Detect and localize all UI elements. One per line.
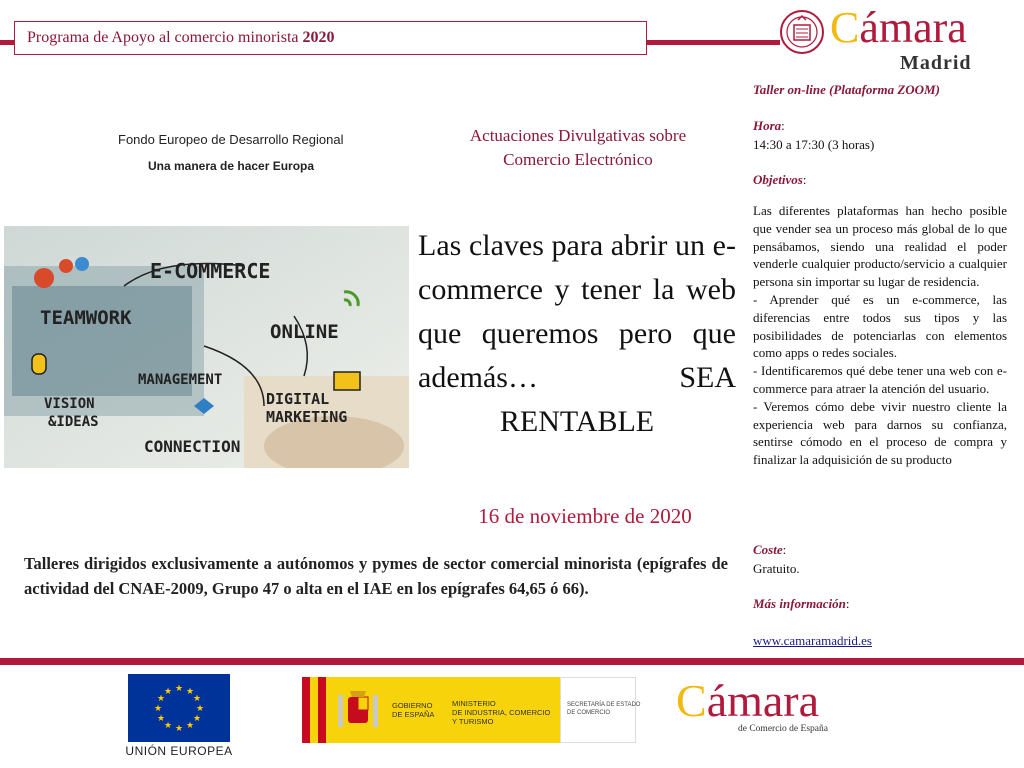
- hero-label-online: ONLINE: [270, 321, 339, 343]
- svg-text:★: ★: [195, 704, 205, 714]
- footer-rule: [0, 658, 1024, 665]
- hero-label-connection: CONNECTION: [144, 437, 241, 456]
- camara-wordmark: Cámara: [830, 3, 967, 52]
- target-audience-text: Talleres dirigidos exclusivamente a autónomos y pymes de sector comercial minorista (epígrafes de actividad del CNAE-2009, Grupo 47 o alta en el IAE en los epígrafes 64,65 ó 66).: [24, 554, 728, 598]
- gobierno-text: GOBIERNO DE ESPAÑA: [392, 701, 435, 719]
- camara-espana-subtitle: de Comercio de España: [738, 724, 828, 734]
- hero-label-digital: DIGITAL: [266, 390, 330, 408]
- objetivos-title: Objetivos:: [753, 172, 807, 187]
- ecommerce-illustration: [4, 226, 409, 468]
- feder-line-2: Una manera de hacer Europa: [148, 159, 315, 173]
- coste-value: Gratuito.: [753, 561, 800, 576]
- taller-title: Taller on-line (Plataforma ZOOM): [753, 82, 940, 97]
- camara-espana-logo: [676, 675, 866, 742]
- website-link[interactable]: www.camaramadrid.es: [753, 633, 872, 648]
- svg-text:★: ★: [174, 724, 184, 734]
- hero-label-vision: VISION: [44, 396, 95, 412]
- svg-text:★: ★: [192, 714, 202, 724]
- svg-text:★: ★: [156, 694, 166, 704]
- svg-text:★: ★: [163, 687, 173, 697]
- feder-line-1: Fondo Europeo de Desarrollo Regional: [118, 132, 344, 147]
- main-title: Las claves para abrir un e-commerce y tener la web que queremos pero que además… SEA RENTABLE: [418, 229, 736, 438]
- program-banner: [14, 21, 647, 55]
- objetivos-text: Las diferentes plataformas han hecho posible que vender sea un proceso más global de lo que pensábamos, siendo una realidad el poder venderle cualquier producto/servicio a cualquier persona sin importar su lugar de residencia. - Aprender qué es un e-commerce, las diferencias entre todos sus tipos y las posibilidades de potenciarlas con elementos como apps o redes sociales. - Identificaremos qué debe tener una web con e-commerce para atraer la atención del usuario. - Veremos cómo debe vivir nuestro cliente la experiencia web para darnos su confianza, sentirse cómodo en el proceso de compra y finalizar la adquisición de su producto: [753, 203, 1007, 468]
- svg-text:★: ★: [192, 694, 202, 704]
- spain-coat-of-arms-icon: [334, 683, 382, 737]
- hora-value: 14:30 a 17:30 (3 horas): [753, 137, 875, 152]
- program-title: Programa de Apoyo al comercio minorista: [27, 29, 299, 46]
- secretaria-logo: [560, 677, 641, 743]
- hero-label-ideas: &IDEAS: [48, 414, 99, 430]
- hero-label-teamwork: TEAMWORK: [40, 307, 132, 329]
- camara-espana-wordmark: Cámara: [676, 675, 820, 726]
- camara-seal-icon: [778, 8, 826, 56]
- svg-text:★: ★: [185, 721, 195, 731]
- hero-label-marketing: MARKETING: [266, 408, 348, 426]
- spain-flag-icon: [302, 677, 326, 743]
- svg-text:★: ★: [163, 721, 173, 731]
- secretaria-text: SECRETARÍA DE ESTADO DE COMERCIO: [567, 702, 641, 716]
- actuaciones-heading: Actuaciones Divulgativas sobre Comercio Electrónico: [469, 126, 687, 169]
- mas-info-title: Más información:: [753, 596, 850, 611]
- eu-flag-icon: [128, 674, 230, 742]
- svg-text:★: ★: [185, 687, 195, 697]
- program-year: 2020: [302, 29, 335, 46]
- event-date: 16 de noviembre de 2020: [478, 504, 692, 528]
- coste-title: Coste:: [753, 542, 787, 557]
- hero-label-ecommerce: E-COMMERCE: [150, 259, 271, 283]
- gobierno-logo: [302, 677, 560, 743]
- svg-text:★: ★: [153, 704, 163, 714]
- ministerio-text: MINISTERIO DE INDUSTRIA, COMERCIO Y TURISMO: [452, 699, 551, 726]
- svg-text:★: ★: [156, 714, 166, 724]
- hora-title: Hora:: [753, 118, 785, 133]
- camara-madrid-logo: [778, 4, 1018, 74]
- camara-city: Madrid: [900, 52, 972, 74]
- hero-label-management: MANAGEMENT: [138, 372, 223, 388]
- svg-text:★: ★: [174, 684, 184, 694]
- eu-label: UNIÓN EUROPEA: [125, 744, 233, 758]
